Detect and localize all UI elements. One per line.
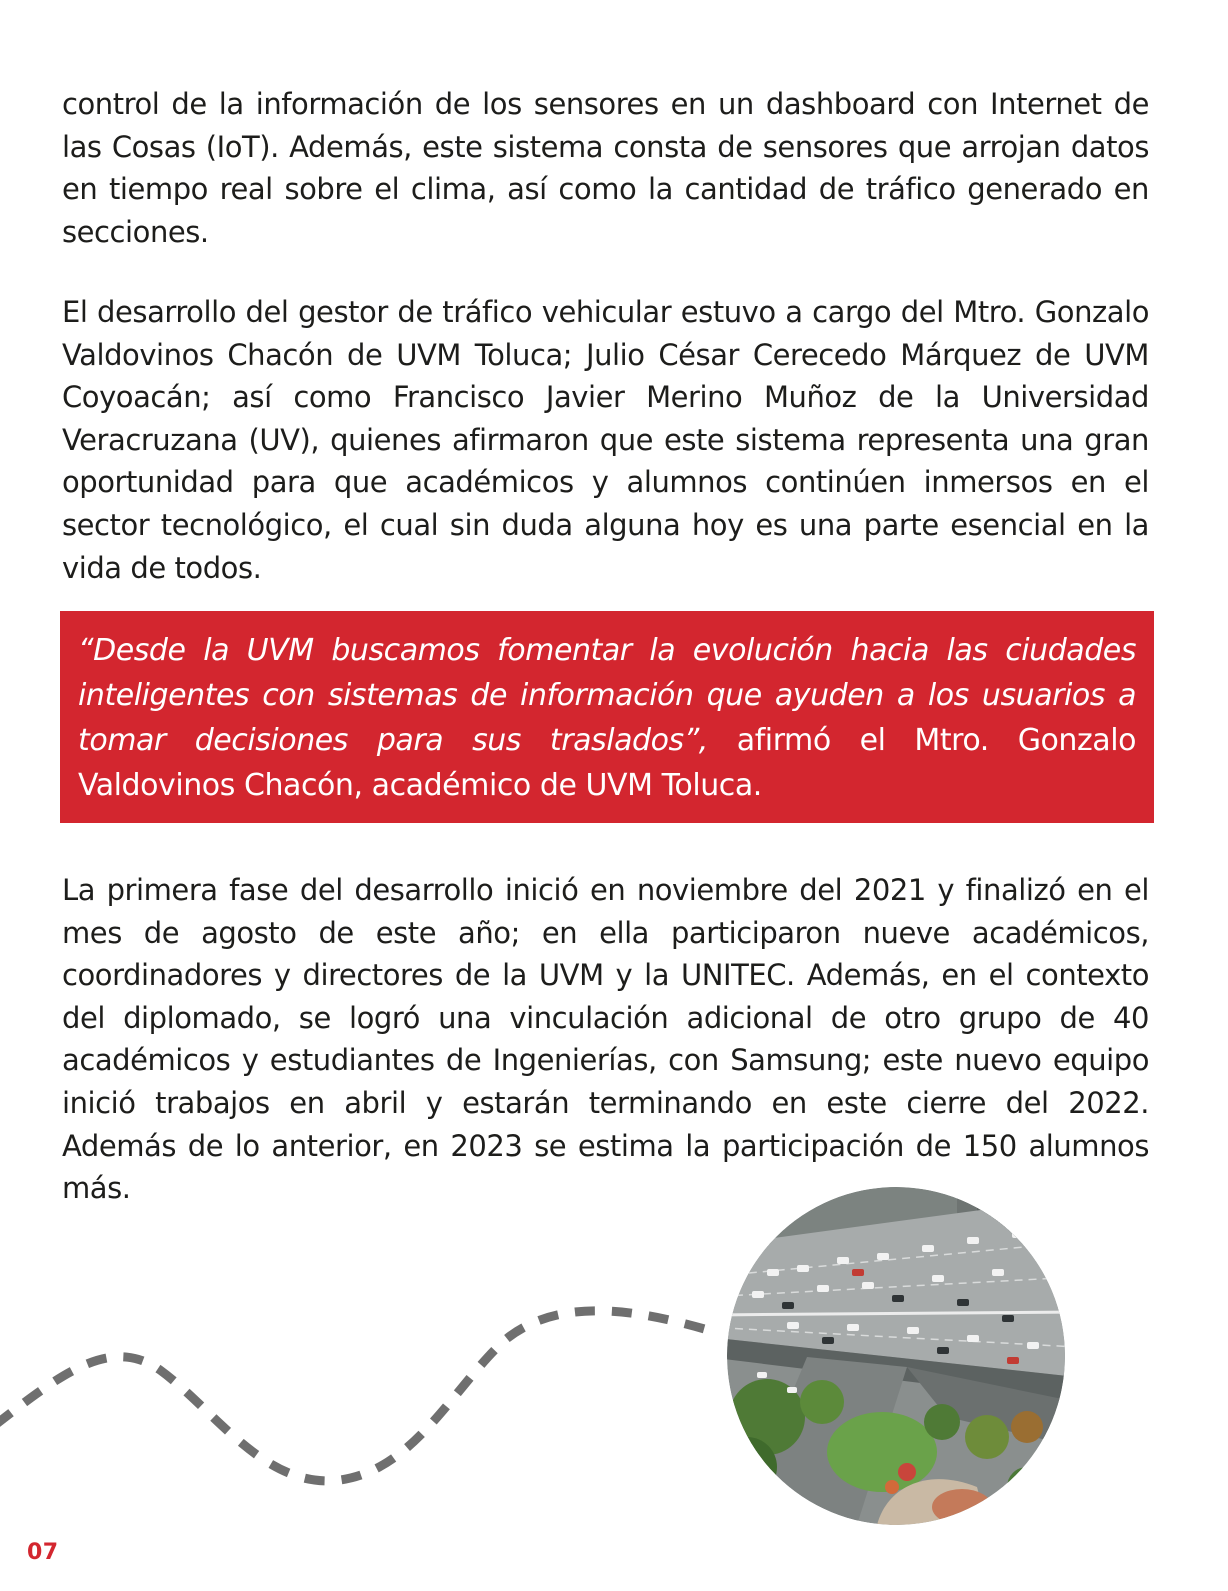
quote-text: “Desde la UVM buscamos fomentar la evolución hacia las ciudades inteligentes con sistemas de información que ayuden a los usuarios a tomar decisiones para sus traslados”,	[78, 633, 1136, 758]
pull-quote	[78, 628, 1136, 808]
body-paragraph-1: control de la información de los sensores en un dashboard con Internet de las Cosas (IoT). Además, este sistema consta de sensores que arrojan datos en tiempo real sobre el clima, así como la cantidad de tráfico generado en secciones.	[62, 87, 1149, 249]
pull-quote-box	[60, 611, 1154, 823]
aerial-highway-photo	[727, 1187, 1065, 1525]
page-number: 07	[27, 1540, 59, 1565]
dashed-wave-decoration	[0, 1280, 720, 1490]
quote-attribution: afirmó el Mtro. Gonzalo Valdovinos Chacón, académico de UVM Toluca.	[78, 723, 1137, 803]
body-paragraph-2: El desarrollo del gestor de tráfico vehicular estuvo a cargo del Mtro. Gonzalo Valdovinos Chacón de UVM Toluca; Julio César Cerecedo Márquez de UVM Coyoacán; así como Francisco Javier Merino Muñoz de la Universidad Veracruzana (UV), quienes afirmaron que este sistema representa una gran oportunidad para que académicos y alumnos continúen inmersos en el sector tecnológico, el cual sin duda alguna hoy es una parte esencial en la vida de todos.	[62, 295, 1149, 585]
body-paragraph-3: La primera fase del desarrollo inició en noviembre del 2021 y finalizó en el mes de agosto de este año; en ella participaron nueve académicos, coordinadores y directores de la UVM y la UNITEC. Además, en el contexto del diplomado, se logró una vinculación adicional de otro grupo de 40 académicos y estudiantes de Ingenierías, con Samsung; este nuevo equipo inició trabajos en abril y estarán terminando en este cierre del 2022. Además de lo anterior, en 2023 se estima la participación de 150 alumnos más.	[62, 873, 1149, 1206]
highway-illustration	[727, 1187, 1065, 1525]
